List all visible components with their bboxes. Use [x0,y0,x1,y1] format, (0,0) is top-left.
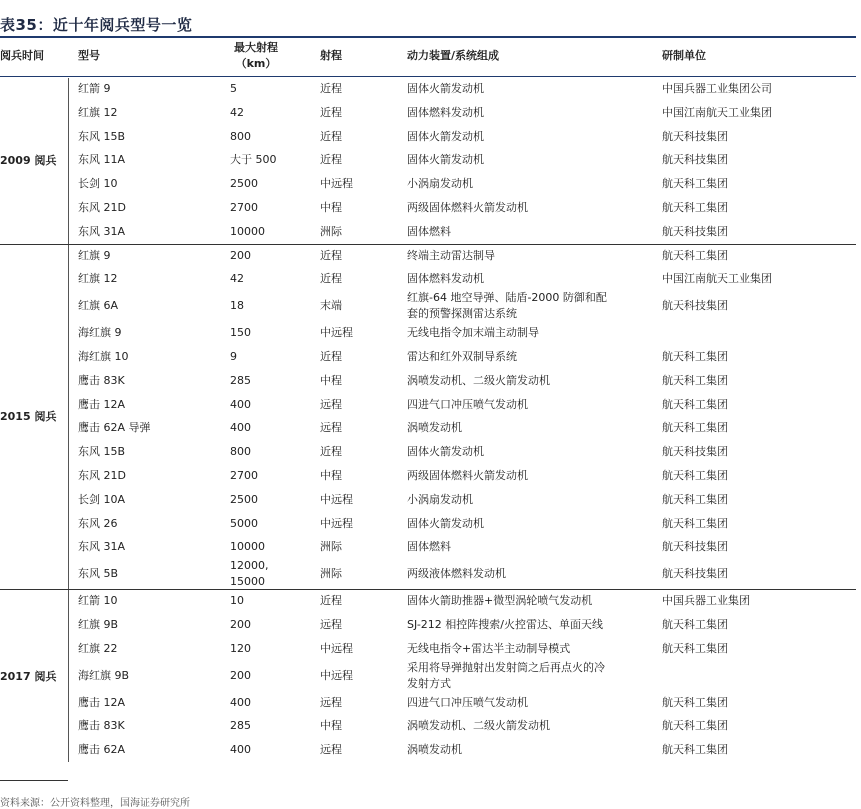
cell-range: 2700 [230,468,258,482]
cell-power: 两级液体燃料发动机 [407,567,506,581]
cell-unit: 航天科技集团 [662,129,728,143]
cell-range-class: 远程 [320,617,342,631]
cell-model: 鹰击 12A [78,397,126,411]
cell-unit: 航天科工集团 [662,373,728,387]
cell-line: 采用将导弹抛射出发射筒之后再点火的冷 [407,660,605,674]
cell-range: 800 [230,129,251,143]
cell-range-class: 中远程 [320,492,353,506]
cell-range: 200 [230,668,251,682]
cell-power: 无线电指令加末端主动制导 [407,326,539,340]
cell-model: 东风 31A [78,224,126,238]
group-label: 2009 阅兵 [0,154,57,168]
cell-power: SJ-212 相控阵搜索/火控雷达、单面天线 [407,617,604,631]
cell-range: 9 [230,349,237,363]
cell-unit: 航天科工集团 [662,743,728,757]
cell-model: 海红旗 10 [78,349,129,363]
cell-power: 涡喷发动机 [407,743,462,757]
header-power: 动力装置/系统组成 [407,49,500,62]
cell-unit: 航天科工集团 [662,695,728,709]
cell-range: 18 [230,299,244,313]
cell-line: 15000 [230,575,265,589]
cell-range-class: 近程 [320,129,342,143]
group-label: 2017 阅兵 [0,669,57,683]
cell-power: 涡喷发动机、二级火箭发动机 [407,719,550,733]
cell-power: 固体燃料发动机 [407,272,484,286]
cell-line: 发射方式 [407,676,451,690]
cell-range: 285 [230,719,251,733]
cell-power: 固体燃料 [407,224,451,238]
cell-power: 固体火箭发动机 [407,129,484,143]
cell-range-class: 中远程 [320,668,353,682]
title-rule [0,36,856,38]
cell-unit: 中国江南航天工业集团 [662,272,772,286]
cell-model: 东风 11A [78,153,126,167]
cell-range: 2700 [230,200,258,214]
header-unit: 研制单位 [662,49,706,62]
cell-range-class: 近程 [320,594,342,608]
cell-model: 东风 31A [78,540,126,554]
cell-range: 10000 [230,224,265,238]
cell-range: 400 [230,397,251,411]
cell-range-class: 近程 [320,105,342,119]
cell-range: 2500 [230,492,258,506]
cell-model: 鹰击 83K [78,719,125,733]
cell-model: 长剑 10A [78,492,126,506]
cell-range: 200 [230,248,251,262]
cell-power: 四进气口冲压喷气发动机 [407,397,528,411]
cell-power: 固体火箭发动机 [407,445,484,459]
cell-power: 固体燃料 [407,540,451,554]
cell-range: 42 [230,105,244,119]
cell-line: 套的预警探测雷达系统 [407,307,517,321]
cell-model: 鹰击 12A [78,695,126,709]
cell-model: 鹰击 83K [78,373,125,387]
cell-range: 150 [230,326,251,340]
cell-model: 红箭 9 [78,81,111,95]
cell-unit: 航天科工集团 [662,421,728,435]
cell-range-class: 远程 [320,397,342,411]
cell-range: 5 [230,81,237,95]
cell-model: 海红旗 9B [78,668,130,682]
cell-model: 东风 21D [78,468,126,482]
cell-unit: 航天科技集团 [662,224,728,238]
cell-range-class: 远程 [320,421,342,435]
cell-power [407,660,605,692]
cell-range-class: 近程 [320,349,342,363]
cell-unit: 航天科工集团 [662,177,728,191]
cell-unit: 航天科技集团 [662,299,728,313]
cell-unit: 航天科技集团 [662,567,728,581]
cell-line: 红旗-64 地空导弹、陆盾-2000 防御和配 [407,291,607,305]
cell-power: 雷达和红外双制导系统 [407,349,517,363]
cell-range: 10000 [230,540,265,554]
cell-unit: 航天科工集团 [662,719,728,733]
cell-unit: 中国兵器工业集团 [662,594,750,608]
group-separator [68,245,69,590]
cell-power: 终端主动雷达制导 [407,248,495,262]
cell-model: 东风 15B [78,445,126,459]
cell-model: 鹰击 62A 导弹 [78,421,151,435]
cell-unit: 航天科工集团 [662,516,728,530]
cell-range: 120 [230,641,251,655]
cell-power [407,290,607,322]
cell-model: 鹰击 62A [78,743,126,757]
cell-power: 小涡扇发动机 [407,177,473,191]
cell-model: 红旗 12 [78,272,118,286]
cell-range: 5000 [230,516,258,530]
cell-unit: 航天科技集团 [662,445,728,459]
cell-power: 涡喷发动机 [407,421,462,435]
cell-range-class: 中程 [320,468,342,482]
cell-range-class: 中远程 [320,641,353,655]
cell-range: 10 [230,594,244,608]
cell-range-class: 远程 [320,743,342,757]
cell-unit: 航天科技集团 [662,153,728,167]
header-range-line2: （km） [235,57,277,70]
header-rule [0,76,856,77]
cell-range: 400 [230,421,251,435]
cell-range: 400 [230,743,251,757]
group-divider [0,244,856,245]
group-separator [68,590,69,762]
cell-unit: 中国江南航天工业集团 [662,105,772,119]
cell-range: 800 [230,445,251,459]
cell-range [230,558,269,590]
cell-unit: 航天科工集团 [662,468,728,482]
cell-power: 固体燃料发动机 [407,105,484,119]
cell-unit: 航天科工集团 [662,200,728,214]
cell-power: 两级固体燃料火箭发动机 [407,468,528,482]
cell-range: 42 [230,272,244,286]
group-label: 2015 阅兵 [0,410,57,424]
source-rule [0,780,68,781]
source-note: 资料来源：公开资料整理，国海证券研究所 [0,798,190,809]
cell-range-class: 近程 [320,81,342,95]
cell-power: 固体火箭发动机 [407,81,484,95]
cell-model: 东风 26 [78,516,118,530]
cell-range: 285 [230,373,251,387]
cell-range-class: 近程 [320,445,342,459]
cell-unit: 航天科工集团 [662,248,728,262]
group-separator [68,78,69,244]
cell-unit: 中国兵器工业集团公司 [662,81,772,95]
cell-range-class: 中程 [320,200,342,214]
cell-model: 东风 5B [78,567,119,581]
cell-range: 400 [230,695,251,709]
cell-unit: 航天科工集团 [662,492,728,506]
cell-power: 固体火箭助推器+微型涡轮喷气发动机 [407,594,593,608]
cell-range-class: 洲际 [320,567,342,581]
cell-range-class: 中程 [320,719,342,733]
cell-model: 红旗 9 [78,248,111,262]
cell-power: 固体火箭发动机 [407,153,484,167]
cell-model: 海红旗 9 [78,326,122,340]
cell-model: 红旗 6A [78,299,119,313]
cell-line: 12000, [230,559,269,573]
header-model: 型号 [78,49,100,62]
cell-model: 红旗 9B [78,617,119,631]
cell-range: 2500 [230,177,258,191]
cell-model: 东风 15B [78,129,126,143]
cell-power: 两级固体燃料火箭发动机 [407,200,528,214]
cell-range: 大于 500 [230,153,277,167]
cell-model: 东风 21D [78,200,126,214]
cell-unit: 航天科工集团 [662,349,728,363]
group-divider [0,589,856,590]
cell-power: 涡喷发动机、二级火箭发动机 [407,373,550,387]
cell-model: 长剑 10 [78,177,118,191]
cell-power: 四进气口冲压喷气发动机 [407,695,528,709]
cell-range-class: 洲际 [320,540,342,554]
cell-unit: 航天科技集团 [662,540,728,554]
cell-unit: 航天科工集团 [662,397,728,411]
cell-range-class: 近程 [320,272,342,286]
cell-range-class: 末端 [320,299,342,313]
cell-range-class: 远程 [320,695,342,709]
cell-power: 小涡扇发动机 [407,492,473,506]
cell-range-class: 中远程 [320,326,353,340]
cell-power: 固体火箭发动机 [407,516,484,530]
cell-model: 红旗 22 [78,641,118,655]
cell-model: 红旗 12 [78,105,118,119]
cell-range-class: 近程 [320,153,342,167]
cell-range-class: 近程 [320,248,342,262]
header-range [230,40,282,72]
header-time: 阅兵时间 [0,49,44,62]
cell-range-class: 中远程 [320,516,353,530]
cell-range-class: 洲际 [320,224,342,238]
cell-model: 红箭 10 [78,594,118,608]
header-range-line1: 最大射程 [234,41,278,54]
cell-range-class: 中程 [320,373,342,387]
cell-unit: 航天科工集团 [662,641,728,655]
header-range-class: 射程 [320,49,342,62]
cell-range-class: 中远程 [320,177,353,191]
cell-power: 无线电指令+雷达半主动制导模式 [407,641,571,655]
cell-unit: 航天科工集团 [662,617,728,631]
cell-range: 200 [230,617,251,631]
table-title: 表35：近十年阅兵型号一览 [0,16,193,34]
